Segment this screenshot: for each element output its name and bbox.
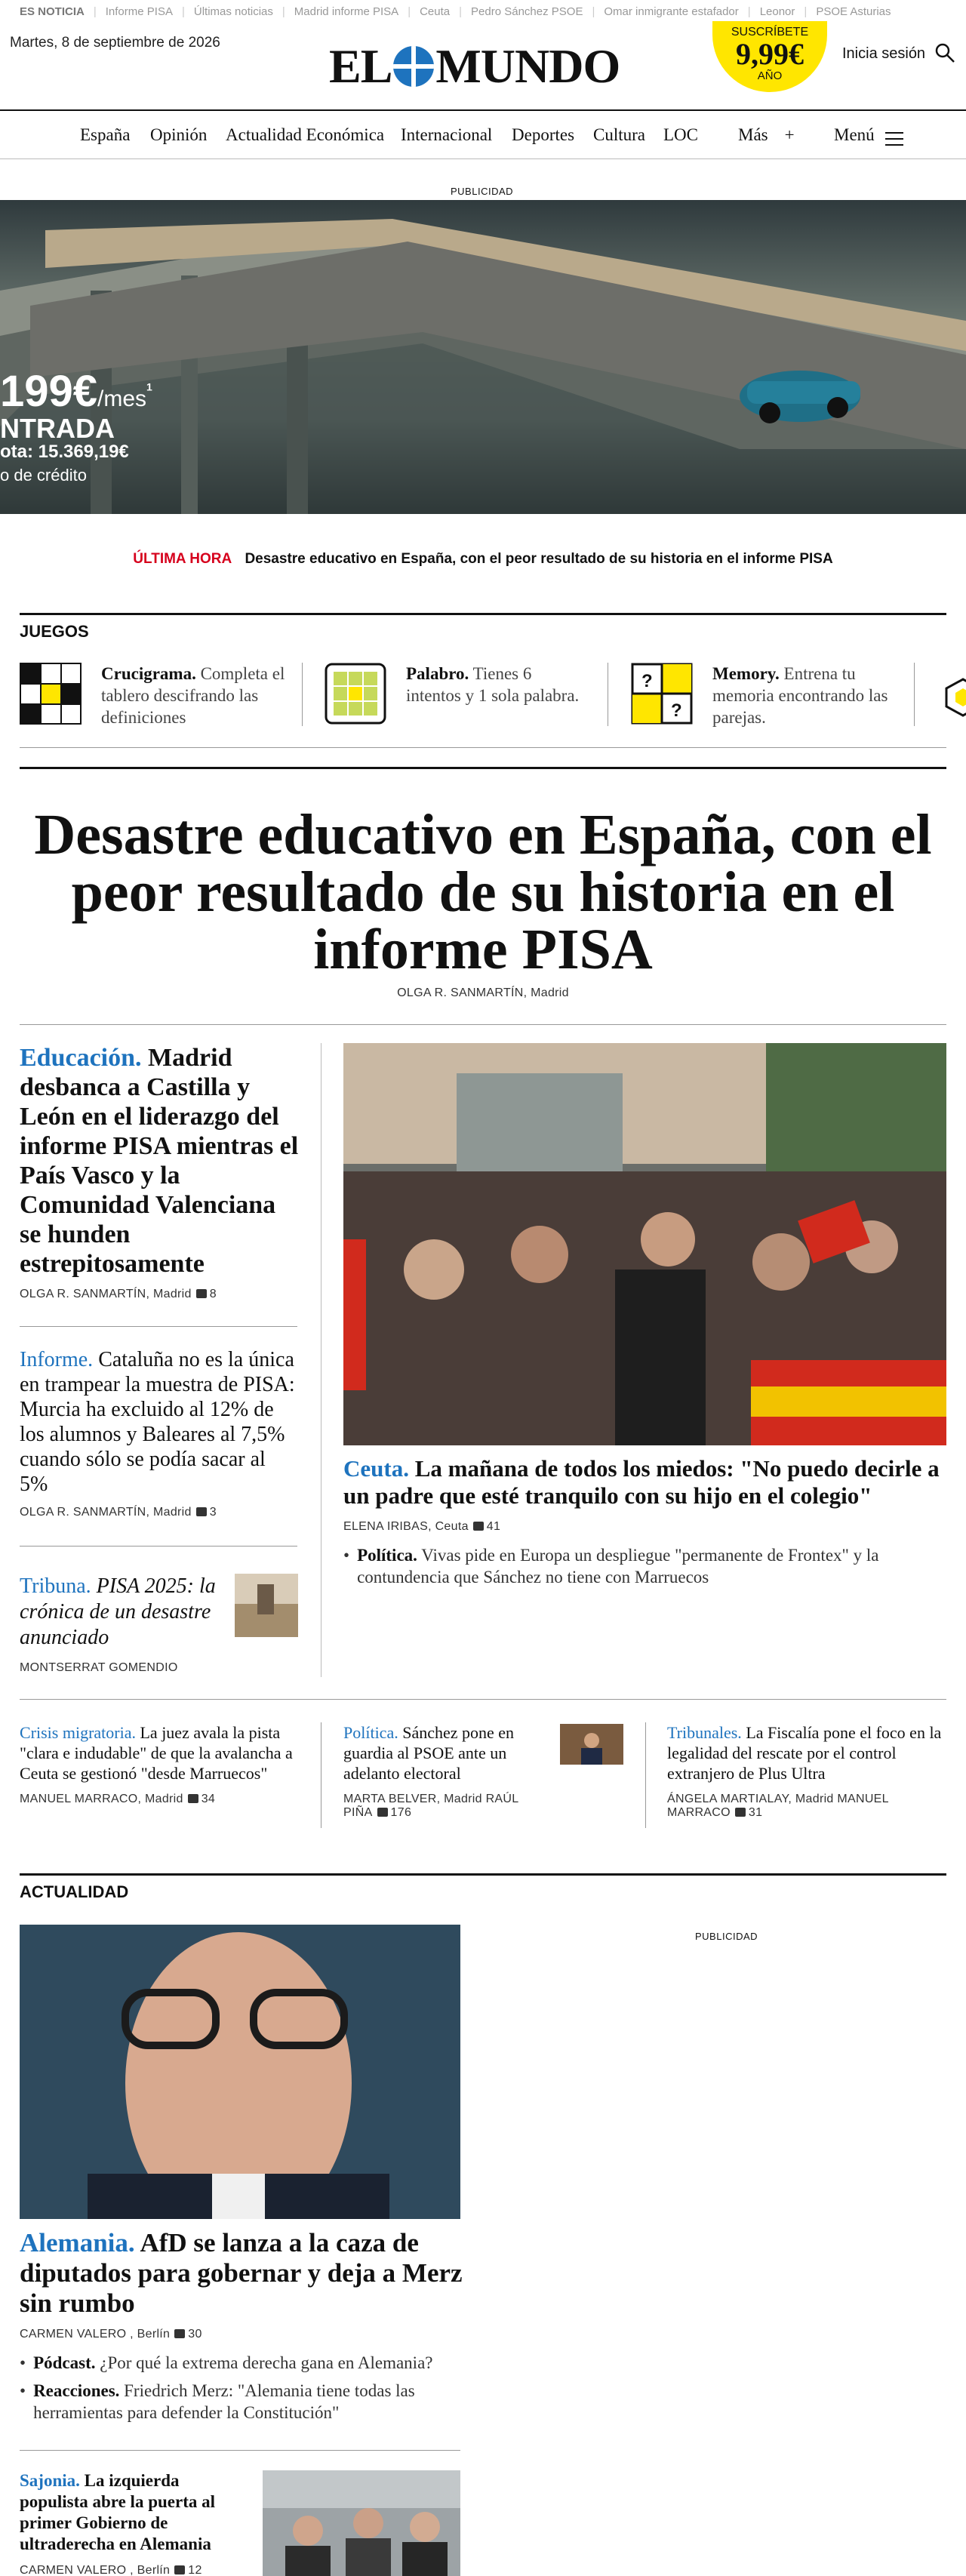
game-card-memory[interactable] (631, 663, 894, 728)
ad-label: PUBLICIDAD (695, 1931, 758, 1942)
story-crisis-migratoria[interactable] (20, 1722, 299, 1806)
section-divider (20, 613, 946, 615)
site-logo[interactable] (329, 39, 620, 93)
nav-item-cultura[interactable]: Cultura (593, 125, 645, 144)
svg-text:?: ? (641, 671, 653, 691)
story-sajonia[interactable] (20, 2470, 223, 2576)
nav-item-deportes[interactable]: Deportes (512, 125, 575, 144)
main-nav (0, 112, 966, 158)
nav-more-label: Más (738, 125, 768, 144)
story-headline: Alemania. AfD se lanza a la caza de diputados para gobernar y deja a Merz sin rumbo (20, 2228, 463, 2318)
tribuna-thumbnail[interactable] (235, 1574, 298, 1637)
story-headline: Educación. Madrid desbanca a Castilla y León en el liderazgo del informe PISA mientras el País Vasco y la Comunidad Valenciana se hunden estrepitosamente (20, 1044, 299, 1278)
story-informe[interactable] (20, 1347, 299, 1519)
game-separator (914, 663, 915, 726)
nav-bottom-border (0, 158, 966, 159)
story-headline: Informe. Cataluña no es la única en trampear la muestra de PISA: Murcia ha excluido al 12% de los alumnos y Baleares al 7,5% cuando sólo se podía sacar al 5% (20, 1348, 295, 1496)
menu-label: Menú (834, 125, 875, 144)
story-divider (20, 2450, 460, 2451)
story-byline: OLGA R. SANMARTÍN, Madrid 3 (20, 1506, 217, 1519)
story-educacion[interactable] (20, 1043, 299, 1301)
ad-line-2: NTRADA (0, 413, 115, 444)
story-byline: CARMEN VALERO , Berlín 30 (20, 2328, 202, 2341)
lead-byline: OLGA R. SANMARTÍN, Madrid (397, 986, 569, 999)
story-byline: ÁNGELA MARTIALAY, Madrid MANUEL MARRACO 31 (667, 1793, 889, 1819)
story-headline: Tribunales. La Fiscalía pone el foco en la legalidad del rescate por el control extranjero de Plus Ultra (667, 1723, 942, 1783)
story-headline: Sajonia. La izquierda populista abre la puerta al primer Gobierno de ultraderecha en Alemania (20, 2471, 215, 2553)
ad-background-image (0, 200, 966, 514)
section-divider (20, 767, 946, 769)
subscribe-unit: AÑO (757, 69, 783, 82)
ad-label: PUBLICIDAD (451, 186, 514, 197)
subscribe-price: 9,99€ (736, 37, 804, 71)
story-tribunales[interactable] (667, 1722, 946, 1820)
subscribe-label: SUSCRÍBETE (731, 26, 809, 38)
breaking-news-bar[interactable] (0, 551, 966, 568)
car-advertisement[interactable] (0, 200, 966, 514)
story-politica[interactable] (343, 1722, 547, 1820)
menu-button[interactable] (834, 125, 875, 145)
story-headline: Política. Sánchez pone en guardia al PSOE ante un adelanto electoral (343, 1723, 515, 1783)
hexagon-game-icon[interactable] (933, 663, 966, 726)
trending-bar: ES NOTICIA | Informe PISA | Últimas noticias | Madrid informe PISA | Ceuta | Pedro Sánchez PSOE | Omar inmigrante estafador | Leonor | PSOE Asturias (20, 5, 891, 18)
comment-icon (174, 2329, 185, 2338)
hamburger-icon[interactable] (885, 131, 903, 146)
crossword-icon (20, 663, 82, 725)
nav-item-internacional[interactable]: Internacional (401, 125, 493, 144)
trending-link[interactable]: Informe PISA (105, 5, 173, 18)
story-alemania[interactable] (20, 2228, 465, 2424)
games-bottom-divider (20, 747, 946, 748)
comment-icon (196, 1507, 207, 1516)
ad-line-3: ota: 15.369,19€ (0, 442, 129, 462)
story-byline: OLGA R. SANMARTÍN, Madrid 8 (20, 1288, 217, 1300)
related-link[interactable]: • Reacciones. Friedrich Merz: "Alemania tiene todas las herramientas para defender la Constitución" (20, 2381, 415, 2422)
story-byline: CARMEN VALERO , Berlín 12 (20, 2564, 202, 2576)
search-icon[interactable] (934, 42, 955, 63)
ad-price: 199€/mes$^1$ (0, 367, 152, 416)
story-headline: Ceuta. La mañana de todos los miedos: "No puedo decirle a un padre que esté tranquilo con su hijo en el colegio" (343, 1455, 940, 1509)
section-divider (20, 1873, 946, 1876)
trending-link[interactable]: Ceuta (420, 5, 451, 18)
nav-top-border (0, 109, 966, 111)
story-headline: Crisis migratoria. La juez avala la pista "clara e indudable" de que la avalancha a Ceuta se gestionó "desde Marruecos" (20, 1723, 293, 1783)
current-date: Martes, 8 de septiembre de 2026 (10, 35, 220, 51)
memory-icon (631, 663, 693, 725)
subscribe-badge[interactable] (712, 21, 827, 92)
column-separator (645, 1722, 646, 1828)
trending-link[interactable]: Últimas noticias (193, 5, 273, 18)
breaking-text: Desastre educativo en España, con el peor resultado de su historia en el informe PISA (245, 551, 833, 567)
ad-line-4: o de crédito (0, 466, 87, 485)
story-ceuta[interactable] (343, 1455, 947, 1588)
trending-link[interactable]: Pedro Sánchez PSOE (471, 5, 583, 18)
comment-icon (473, 1522, 484, 1531)
ceuta-protest-photo[interactable] (343, 1043, 946, 1445)
trending-link[interactable]: PSOE Asturias (816, 5, 891, 18)
comment-icon (174, 2565, 185, 2574)
row-divider (20, 1699, 946, 1700)
story-byline: MARTA BELVER, Madrid RAÚL PIÑA 176 (343, 1793, 518, 1819)
story-tribuna[interactable] (20, 1574, 231, 1675)
related-link[interactable]: • Política. Vivas pide en Europa un despliegue "permanente de Frontex" y la contundencia que Sánchez no tiene con Marruecos (343, 1546, 879, 1587)
games-section-title: JUEGOS (20, 622, 89, 641)
actualidad-section-title: ACTUALIDAD (20, 1882, 129, 1901)
lead-divider (20, 1024, 946, 1025)
trending-link[interactable]: Leonor (759, 5, 795, 18)
nav-item-opinion[interactable]: Opinión (150, 125, 208, 144)
story-byline: MONTSERRAT GOMENDIO (20, 1661, 178, 1674)
comment-icon (188, 1794, 198, 1803)
story-headline: Tribuna. PISA 2025: la crónica de un desastre anunciado (20, 1574, 216, 1649)
comment-icon (735, 1808, 746, 1817)
nav-more-button[interactable] (738, 125, 795, 145)
login-link[interactable]: Inicia sesión (842, 45, 926, 62)
game-description: Palabro. Tienes 6 intentos y 1 sola palabra. (406, 664, 580, 705)
plus-icon: + (784, 125, 795, 144)
nav-item-espana[interactable]: España (80, 125, 131, 144)
story-byline: ELENA IRIBAS, Ceuta 41 (343, 1520, 501, 1533)
game-description: Memory. Entrena tu memoria encontrando las parejas. (712, 664, 888, 727)
comment-icon (196, 1289, 207, 1298)
globe-logo-icon (393, 46, 434, 87)
logo-text-left: EL (329, 39, 392, 93)
palabro-icon (325, 663, 386, 725)
lead-headline[interactable]: Desastre educativo en España, con el peor resultado de su historia en el informe PISA (34, 803, 932, 981)
trending-link[interactable]: Omar inmigrante estafador (604, 5, 739, 18)
story-divider (20, 1546, 297, 1547)
sajonia-photo[interactable] (263, 2470, 460, 2576)
trending-label: ES NOTICIA (20, 5, 85, 18)
nav-item-loc[interactable]: LOC (663, 125, 698, 144)
nav-item-actualidad-economica[interactable]: Actualidad Económica (226, 125, 385, 144)
svg-text:?: ? (671, 700, 682, 721)
merz-photo[interactable] (20, 1925, 460, 2219)
logo-text-right: MUNDO (435, 39, 620, 93)
game-card-crucigrama[interactable] (20, 663, 291, 728)
game-separator (302, 663, 303, 726)
story-divider (20, 1326, 297, 1327)
politica-thumbnail[interactable] (560, 1724, 623, 1765)
related-link[interactable]: • Pódcast. ¿Por qué la extrema derecha gana en Alemania? (20, 2353, 433, 2372)
trending-link[interactable]: Madrid informe PISA (294, 5, 399, 18)
game-description: Crucigrama. Completa el tablero descifrando las definiciones (101, 664, 285, 727)
breaking-tag: ÚLTIMA HORA (133, 551, 232, 567)
comment-icon (377, 1808, 388, 1817)
game-card-palabro[interactable] (325, 663, 587, 725)
story-byline: MANUEL MARRACO, Madrid 34 (20, 1793, 216, 1805)
